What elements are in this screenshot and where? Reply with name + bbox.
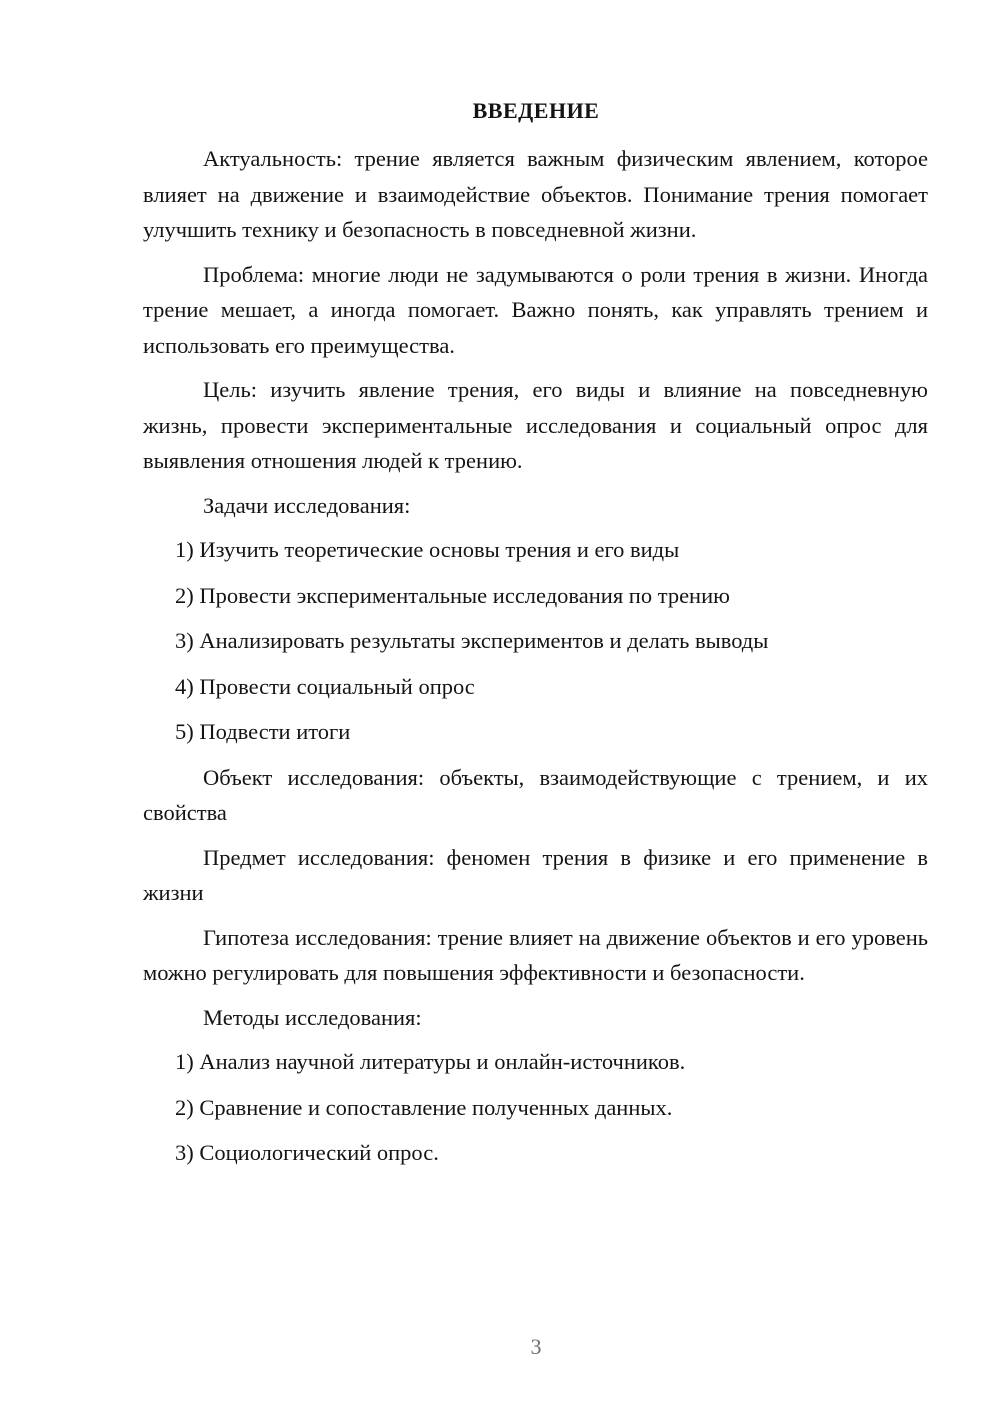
list-item: 1) Изучить теоретические основы трения и его виды: [175, 537, 680, 562]
section-title: ВВЕДЕНИЕ: [472, 98, 600, 123]
list-item: 3) Социологический опрос.: [175, 1140, 439, 1165]
list-item: 4) Провести социальный опрос: [175, 673, 475, 699]
tasks-list: [143, 532, 928, 750]
list-item: 5) Подвести итоги: [175, 719, 351, 744]
list-item: 3) Анализировать результаты экспериментов и делать выводы: [175, 628, 769, 653]
list-item: 1) Анализ научной литературы и онлайн-источников.: [175, 1049, 686, 1074]
subject-paragraph: Предмет исследования: феномен трения в физике и его применение в жизни: [143, 844, 928, 905]
document-body: [143, 141, 928, 1181]
relevance-paragraph: Актуальность: трение является важным физическим явлением, которое влияет на движение и взаимодействие объектов. Понимание трения помогает улучшить технику и безопасность в повседневной жизни.: [143, 146, 928, 242]
list-item: 2) Провести экспериментальные исследования по трению: [175, 582, 730, 608]
problem-paragraph: Проблема: многие люди не задумываются о роли трения в жизни. Иногда трение мешает, а иногда помогает. Важно понять, как управлять трением и использовать его преимущества.: [143, 261, 928, 358]
methods-list: [143, 1044, 928, 1171]
list-item: 2) Сравнение и сопоставление полученных данных.: [175, 1094, 673, 1120]
tasks-heading: Задачи исследования:: [203, 492, 411, 518]
hypothesis-paragraph: Гипотеза исследования: трение влияет на движение объектов и его уровень можно регулировать для повышения эффективности и безопасности.: [143, 924, 928, 985]
page-number: 3: [530, 1334, 542, 1359]
object-paragraph: Объект исследования: объекты, взаимодействующие с трением, и их свойства: [143, 764, 928, 825]
goal-paragraph: Цель: изучить явление трения, его виды и влияние на повседневную жизнь, провести экспериментальные исследования и социальный опрос для выявления отношения людей к трению.: [143, 377, 928, 473]
methods-heading: Методы исследования:: [203, 1004, 422, 1030]
